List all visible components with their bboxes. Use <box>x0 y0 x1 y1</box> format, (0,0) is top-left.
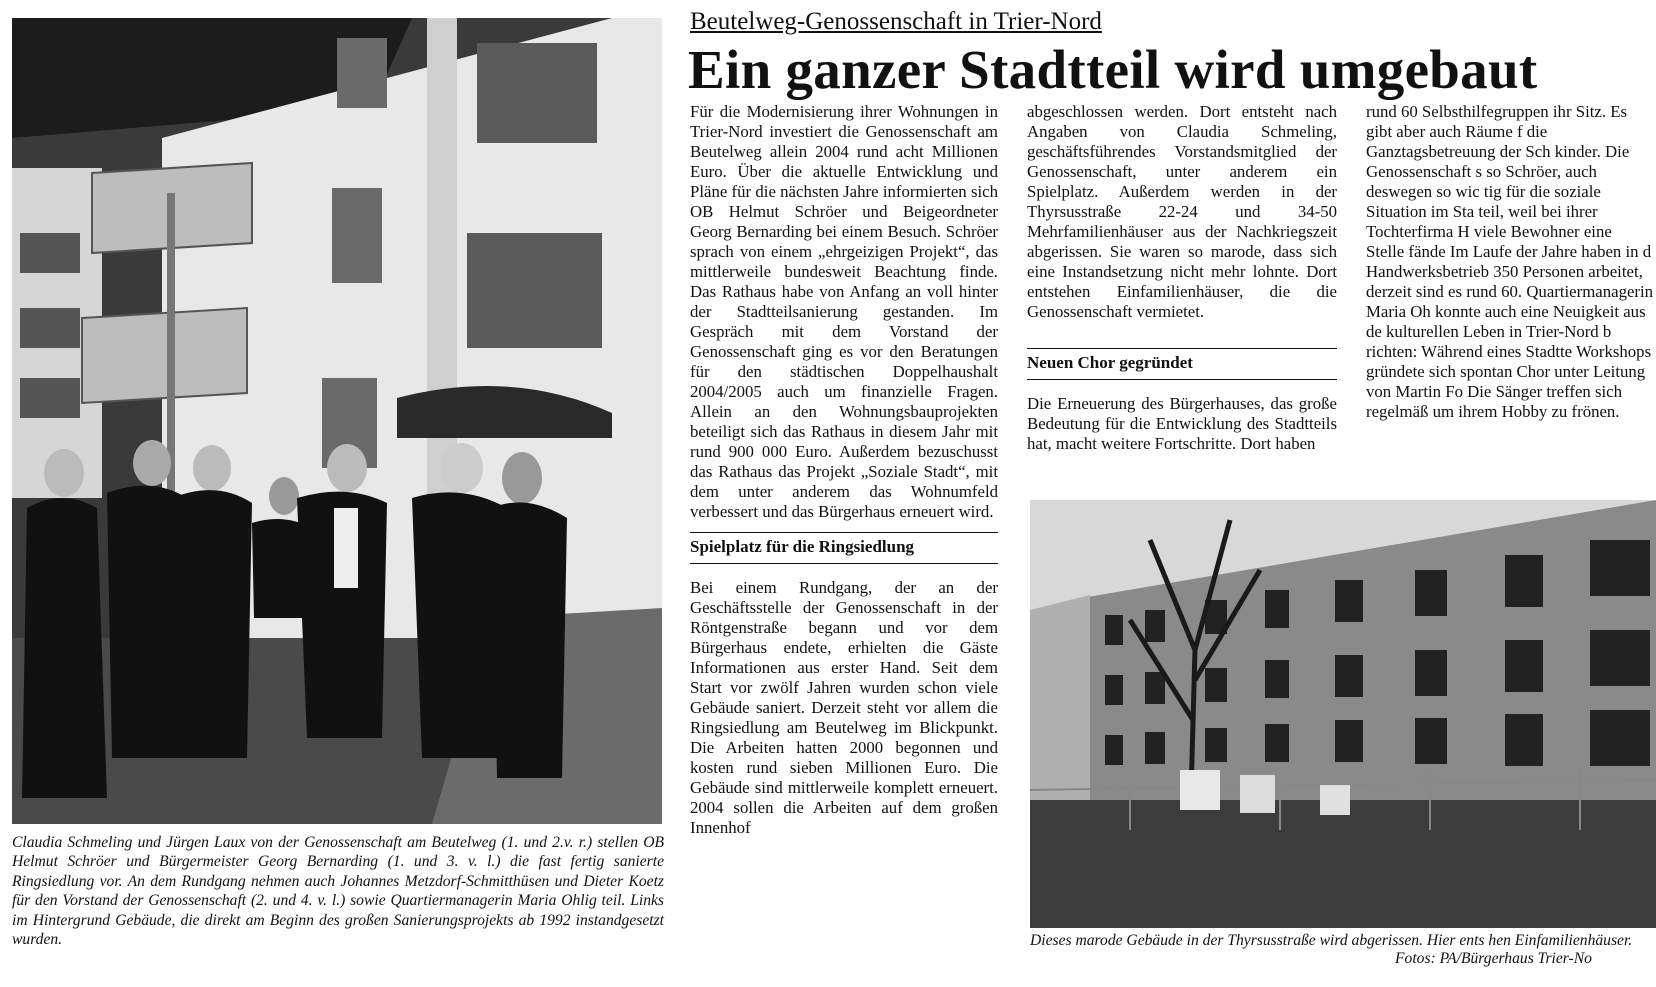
column1-paragraph-1: Für die Modernisierung ihrer Wohnungen in Trier-Nord investiert die Genossenschaft am Beutelweg allein 2004 rund acht Millionen Euro. Über die aktuelle Entwicklung und Pläne für die nächsten Jahre informierten sich OB Helmut Schröer und Beigeordneter Georg Bernarding bei einem Besuch. Schröer sprach von einem „ehrgeizigen Projekt“, das mittlerweile bundesweit Beachtung finde. Das Rathaus habe von Anfang an voll hinter der Stadtteilsanierung gestanden. Im Gespräch mit dem Vorstand der Genossenschaft ging es vor den Beratungen für den städtischen Doppelhaushalt 2004/2005 auch um finanzielle Fragen. Allein an den Wohnungsbauprojekten beteiligt sich das Rathaus in diesem Jahr mit rund 900 000 Euro. Außerdem bezuschusst das Rathaus das Projekt „Soziale Stadt“, mit dem unter anderem das Wohnumfeld verbessert und das Bürgerhaus erneuert wird. <box>690 102 998 521</box>
column2-paragraph-1: abgeschlossen werden. Dort entsteht nach Angaben von Claudia Schmeling, geschäftsführendes Vorstandsmitglied der Genossenschaft, unter anderem ein Spielplatz. Außerdem werden in der Thyrsusstraße 22-24 und 34-50 Mehrfamilienhäuser aus der Nachkriegszeit abgerissen. Sie waren so marode, dass sich eine Instandsetzung nicht mehr lohnte. Dort entstehen Einfamilienhäuser, die die Genossenschaft vermietet. <box>1027 102 1337 321</box>
article-column-3 <box>1366 102 1654 422</box>
article-column-2 <box>1027 102 1337 454</box>
subhead-spielplatz: Spielplatz für die Ringsiedlung <box>690 532 998 564</box>
article-headline: Ein ganzer Stadtteil wird umgebaut <box>688 39 1538 100</box>
photo1-caption: Claudia Schmeling und Jürgen Laux von der Genossenschaft am Beutelweg (1. und 2.v. r.) stellen OB Helmut Schröer und Bürgermeister Georg Bernarding (1. und 3. v. l.) die fast fertig sanierte Ringsiedlung vor. An dem Rundgang nehmen auch Johannes Metzdorf-Schmitthüsen und Dieter Koetz für den Vorstand der Genossenschaft (2. und 4. v. l.) sowie Quartiermanagerin Maria Ohlig teil. Links im Hintergrund Gebäude, die direkt am Beginn des großen Sanierungsprojekts ab 1992 instandgesetzt wurden. <box>12 834 664 949</box>
photo-group-at-ringsiedlung <box>12 18 662 824</box>
article-column-1 <box>690 102 998 838</box>
photo-thyrsusstrasse-building <box>1030 500 1656 928</box>
photo-credit: Fotos: PA/Bürgerhaus Trier-No <box>1395 950 1592 967</box>
subhead-chor: Neuen Chor gegründet <box>1027 348 1337 380</box>
column3-paragraph-1: rund 60 Selbsthilfegruppen ihr Sitz. Es gibt aber auch Räume f die Ganztagsbetreuung der Sch kinder. Die Genossenschaft s so Schröer, auch deswegen so wic tig für die soziale Situation im Sta teil, weil bei ihrer Tochterfirma H viele Bewohner eine Stelle fände Im Laufe der Jahre haben in d Handwerksbetrieb 350 Personen arbeitet, derzeit sind es rund 60. Quartiermanagerin Maria Oh konnte auch eine Neuigkeit aus de kulturellen Leben in Trier-Nord b richten: Während eines Stadtte Workshops gründete sich spontan Chor unter Leitung von Martin Fo Die Sänger treffen sich regelmäß um ihrem Hobby zu frönen. <box>1366 102 1654 421</box>
photo-building-image <box>1030 500 1656 928</box>
article-kicker: Beutelweg-Genossenschaft in Trier-Nord <box>690 8 1102 35</box>
photo2-caption: Dieses marode Gebäude in der Thyrsusstraße wird abgerissen. Hier ents hen Einfamilienhäuser. <box>1030 932 1633 949</box>
column1-paragraph-2: Bei einem Rundgang, der an der Geschäftsstelle der Genossenschaft in der Röntgenstraße begann und vor dem Bürgerhaus endete, erhielten die Gäste Informationen aus erster Hand. Seit dem Start vor zwölf Jahren wurden schon viele Gebäude saniert. Derzeit steht vor allem die Ringsiedlung am Beutelweg im Blickpunkt. Die Arbeiten hatten 2000 begonnen und kosten rund sieben Millionen Euro. Die Gebäude sind mittlerweile komplett erneuert. 2004 sollen die Arbeiten auf dem großen Innenhof <box>690 578 998 837</box>
photo-group-image <box>12 18 662 824</box>
column2-paragraph-2: Die Erneuerung des Bürgerhauses, das große Bedeutung für die Entwicklung des Stadtteils hat, macht weitere Fortschritte. Dort haben <box>1027 394 1337 453</box>
